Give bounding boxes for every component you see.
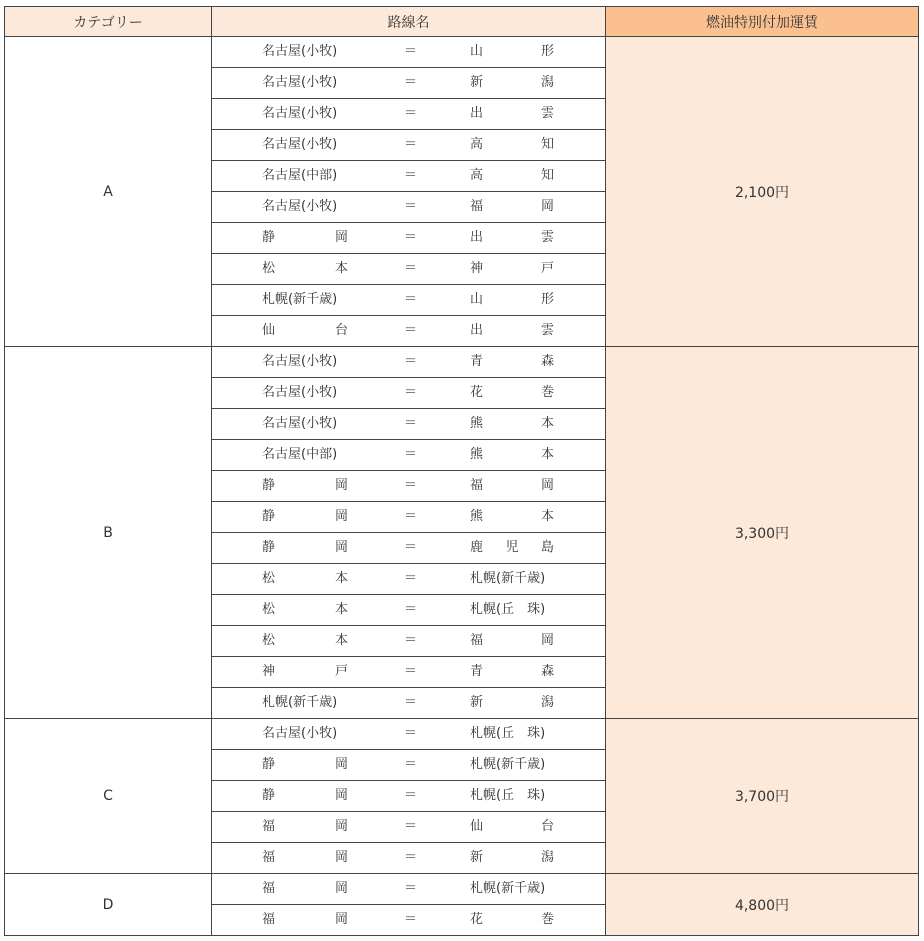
route-origin-part: 岡 (334, 757, 348, 772)
route-destination-part: 岡 (540, 633, 554, 648)
route-destination (470, 626, 554, 656)
route-origin-part: 本 (334, 633, 348, 648)
route-destination-part: 巻 (540, 385, 554, 400)
route-cell (212, 657, 606, 688)
route-origin-part: 静 (262, 540, 276, 555)
route-equals: ＝ (404, 540, 418, 555)
route-origin (262, 130, 348, 160)
route-destination-part: 新 (470, 75, 484, 90)
route-cell (212, 130, 606, 161)
route-cell (212, 626, 606, 657)
table-row (5, 719, 919, 750)
fare-cell: 4,800円 (606, 874, 919, 936)
route-destination-part: 台 (540, 819, 554, 834)
route-destination-part: 仙 (470, 819, 484, 834)
route-destination (470, 750, 554, 780)
route-destination (470, 130, 554, 160)
route-destination-part: 札幌(丘 珠) (470, 726, 546, 741)
route-destination-part: 潟 (540, 75, 554, 90)
route-origin (262, 502, 348, 532)
route-equals: ＝ (404, 199, 418, 214)
category-cell: B (5, 347, 212, 719)
fare-table (4, 6, 919, 936)
route-destination-part: 潟 (540, 695, 554, 710)
route-cell (212, 564, 606, 595)
route-destination (470, 595, 554, 625)
route-destination (470, 533, 554, 563)
route-origin-part: 名古屋(小牧) (262, 354, 338, 369)
route-cell (212, 285, 606, 316)
route-equals: ＝ (404, 106, 418, 121)
route-destination (470, 409, 554, 439)
route-destination-part: 高 (470, 137, 484, 152)
category-cell: A (5, 37, 212, 347)
header-route: 路線名 (212, 7, 606, 37)
route-destination (470, 440, 554, 470)
route-equals: ＝ (404, 664, 418, 679)
route-origin (262, 626, 348, 656)
route-destination (470, 99, 554, 129)
route-origin-part: 松 (262, 633, 276, 648)
route-cell (212, 533, 606, 564)
route-origin (262, 37, 348, 67)
route-equals: ＝ (404, 912, 418, 927)
route-origin (262, 223, 348, 253)
route-destination-part: 児 (505, 540, 519, 555)
route-equals: ＝ (404, 478, 418, 493)
route-destination (470, 564, 554, 594)
route-origin (262, 812, 348, 842)
route-origin-part: 岡 (334, 230, 348, 245)
route-destination-part: 森 (540, 664, 554, 679)
route-equals: ＝ (404, 447, 418, 462)
route-destination (470, 223, 554, 253)
route-origin (262, 843, 348, 873)
route-origin (262, 719, 348, 749)
route-destination (470, 68, 554, 98)
route-cell (212, 378, 606, 409)
route-destination (470, 719, 554, 749)
route-destination-part: 雲 (540, 106, 554, 121)
route-destination-part: 形 (540, 292, 554, 307)
route-destination (470, 161, 554, 191)
route-origin-part: 本 (334, 602, 348, 617)
route-destination-part: 札幌(新千歳) (470, 881, 546, 896)
route-cell (212, 68, 606, 99)
route-destination-part: 青 (470, 664, 484, 679)
route-cell (212, 905, 606, 936)
route-destination-part: 本 (540, 447, 554, 462)
route-destination-part: 福 (470, 633, 484, 648)
route-destination-part: 本 (540, 509, 554, 524)
route-equals: ＝ (404, 509, 418, 524)
route-equals: ＝ (404, 633, 418, 648)
route-origin-part: 名古屋(中部) (262, 168, 338, 183)
route-destination-part: 知 (540, 168, 554, 183)
route-origin-part: 札幌(新千歳) (262, 695, 338, 710)
route-destination (470, 285, 554, 315)
route-equals: ＝ (404, 168, 418, 183)
route-origin-part: 本 (334, 261, 348, 276)
route-destination (470, 657, 554, 687)
route-origin-part: 岡 (334, 850, 348, 865)
route-origin (262, 192, 348, 222)
route-origin-part: 福 (262, 881, 276, 896)
header-row (5, 7, 919, 37)
route-destination-part: 山 (470, 44, 484, 59)
route-destination (470, 316, 554, 346)
route-equals: ＝ (404, 75, 418, 90)
route-equals: ＝ (404, 757, 418, 772)
route-origin-part: 静 (262, 230, 276, 245)
route-origin (262, 99, 348, 129)
route-origin-part: 名古屋(小牧) (262, 106, 338, 121)
route-cell (212, 595, 606, 626)
route-cell (212, 409, 606, 440)
route-equals: ＝ (404, 385, 418, 400)
route-cell (212, 781, 606, 812)
route-origin-part: 静 (262, 757, 276, 772)
route-destination (470, 347, 554, 377)
route-origin (262, 688, 348, 718)
route-equals: ＝ (404, 788, 418, 803)
route-origin (262, 161, 348, 191)
route-origin-part: 岡 (334, 509, 348, 524)
category-cell: D (5, 874, 212, 936)
route-origin-part: 岡 (334, 881, 348, 896)
route-destination-part: 本 (540, 416, 554, 431)
route-origin (262, 316, 348, 346)
route-destination-part: 潟 (540, 850, 554, 865)
route-destination-part: 岡 (540, 199, 554, 214)
route-cell (212, 223, 606, 254)
route-equals: ＝ (404, 261, 418, 276)
route-origin (262, 440, 348, 470)
route-origin (262, 347, 348, 377)
route-equals: ＝ (404, 695, 418, 710)
route-origin-part: 松 (262, 602, 276, 617)
route-cell (212, 254, 606, 285)
route-destination (470, 254, 554, 284)
route-origin-part: 名古屋(小牧) (262, 726, 338, 741)
fare-cell: 2,100円 (606, 37, 919, 347)
route-destination-part: 札幌(丘 珠) (470, 788, 546, 803)
route-equals: ＝ (404, 230, 418, 245)
route-cell (212, 161, 606, 192)
header-fare: 燃油特別付加運賃 (606, 7, 919, 37)
route-destination-part: 福 (470, 199, 484, 214)
table-row (5, 347, 919, 378)
route-origin (262, 471, 348, 501)
route-destination-part: 青 (470, 354, 484, 369)
route-cell (212, 347, 606, 378)
route-destination (470, 905, 554, 935)
route-destination-part: 出 (470, 230, 484, 245)
route-origin (262, 378, 348, 408)
route-origin-part: 名古屋(小牧) (262, 137, 338, 152)
route-origin-part: 岡 (334, 540, 348, 555)
route-origin-part: 岡 (334, 819, 348, 834)
route-cell (212, 192, 606, 223)
route-equals: ＝ (404, 819, 418, 834)
route-cell (212, 37, 606, 68)
route-equals: ＝ (404, 416, 418, 431)
route-destination-part: 島 (540, 540, 554, 555)
route-cell (212, 440, 606, 471)
route-origin (262, 905, 348, 935)
route-origin (262, 750, 348, 780)
route-destination-part: 花 (470, 385, 484, 400)
table-row (5, 37, 919, 68)
route-destination (470, 378, 554, 408)
route-equals: ＝ (404, 726, 418, 741)
route-origin (262, 564, 348, 594)
route-origin-part: 松 (262, 571, 276, 586)
route-origin-part: 台 (334, 323, 348, 338)
route-destination (470, 843, 554, 873)
fare-cell: 3,300円 (606, 347, 919, 719)
route-origin (262, 254, 348, 284)
route-destination (470, 874, 554, 904)
route-destination-part: 高 (470, 168, 484, 183)
route-destination-part: 岡 (540, 478, 554, 493)
route-destination (470, 192, 554, 222)
fare-cell: 3,700円 (606, 719, 919, 874)
route-equals: ＝ (404, 571, 418, 586)
route-cell (212, 750, 606, 781)
route-cell (212, 843, 606, 874)
route-destination (470, 781, 554, 811)
route-origin-part: 本 (334, 571, 348, 586)
route-origin-part: 神 (262, 664, 276, 679)
route-cell (212, 719, 606, 750)
route-destination-part: 札幌(新千歳) (470, 571, 546, 586)
route-origin-part: 岡 (334, 912, 348, 927)
route-origin-part: 松 (262, 261, 276, 276)
route-equals: ＝ (404, 44, 418, 59)
route-destination-part: 戸 (540, 261, 554, 276)
route-origin-part: 静 (262, 788, 276, 803)
route-cell (212, 471, 606, 502)
route-origin-part: 名古屋(中部) (262, 447, 338, 462)
route-origin-part: 福 (262, 819, 276, 834)
route-origin-part: 戸 (334, 664, 348, 679)
route-destination-part: 山 (470, 292, 484, 307)
route-equals: ＝ (404, 323, 418, 338)
route-destination (470, 471, 554, 501)
route-origin-part: 福 (262, 912, 276, 927)
fare-table-body (5, 37, 919, 936)
route-cell (212, 99, 606, 130)
route-destination-part: 神 (470, 261, 484, 276)
route-destination-part: 福 (470, 478, 484, 493)
route-destination (470, 502, 554, 532)
route-destination-part: 新 (470, 850, 484, 865)
route-origin-part: 岡 (334, 478, 348, 493)
route-cell (212, 874, 606, 905)
route-origin (262, 595, 348, 625)
route-destination-part: 雲 (540, 323, 554, 338)
route-destination-part: 形 (540, 44, 554, 59)
route-destination (470, 688, 554, 718)
route-origin-part: 名古屋(小牧) (262, 199, 338, 214)
route-destination-part: 鹿 (470, 540, 484, 555)
route-equals: ＝ (404, 850, 418, 865)
route-origin (262, 781, 348, 811)
route-destination-part: 出 (470, 106, 484, 121)
route-origin (262, 874, 348, 904)
route-origin-part: 福 (262, 850, 276, 865)
route-destination-part: 森 (540, 354, 554, 369)
route-equals: ＝ (404, 602, 418, 617)
route-origin-part: 名古屋(小牧) (262, 416, 338, 431)
route-equals: ＝ (404, 137, 418, 152)
route-origin-part: 名古屋(小牧) (262, 75, 338, 90)
route-cell (212, 502, 606, 533)
route-cell (212, 812, 606, 843)
route-origin (262, 285, 348, 315)
route-origin-part: 名古屋(小牧) (262, 44, 338, 59)
route-origin-part: 静 (262, 509, 276, 524)
route-destination-part: 知 (540, 137, 554, 152)
route-origin-part: 仙 (262, 323, 276, 338)
route-origin (262, 409, 348, 439)
route-destination-part: 雲 (540, 230, 554, 245)
route-origin (262, 533, 348, 563)
route-origin-part: 札幌(新千歳) (262, 292, 338, 307)
route-destination (470, 812, 554, 842)
category-cell: C (5, 719, 212, 874)
route-destination-part: 巻 (540, 912, 554, 927)
route-cell (212, 316, 606, 347)
route-destination-part: 札幌(新千歳) (470, 757, 546, 772)
route-origin-part: 名古屋(小牧) (262, 385, 338, 400)
route-equals: ＝ (404, 354, 418, 369)
route-destination-part: 出 (470, 323, 484, 338)
route-origin (262, 657, 348, 687)
route-destination-part: 花 (470, 912, 484, 927)
route-destination-part: 札幌(丘 珠) (470, 602, 546, 617)
route-cell (212, 688, 606, 719)
route-destination-part: 新 (470, 695, 484, 710)
route-destination-part: 熊 (470, 416, 484, 431)
route-origin (262, 68, 348, 98)
route-equals: ＝ (404, 292, 418, 307)
route-destination (470, 37, 554, 67)
route-equals: ＝ (404, 881, 418, 896)
route-origin-part: 静 (262, 478, 276, 493)
table-row (5, 874, 919, 905)
header-category: カテゴリー (5, 7, 212, 37)
route-origin-part: 岡 (334, 788, 348, 803)
route-destination-part: 熊 (470, 509, 484, 524)
route-destination-part: 熊 (470, 447, 484, 462)
